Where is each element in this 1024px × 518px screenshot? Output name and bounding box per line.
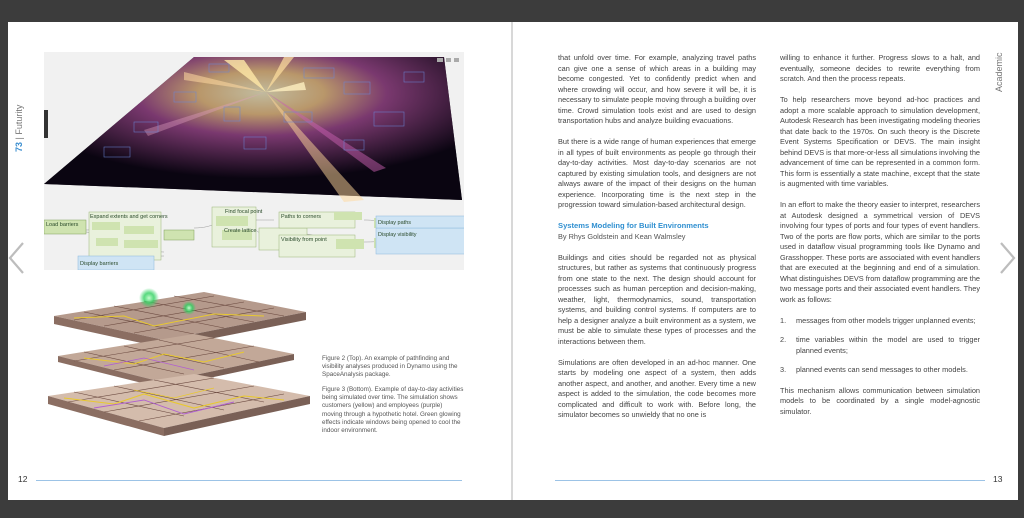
previous-page-button[interactable] [6, 240, 28, 276]
list-text: messages from other models trigger unplanned events; [796, 315, 976, 325]
page-number-left: 12 [18, 474, 28, 484]
byline: By Rhys Goldstein and Kean Walmsley [558, 231, 686, 241]
figure-captions [322, 355, 464, 442]
list-text: planned events can send messages to other models. [796, 365, 968, 374]
right-running-head [994, 52, 1008, 152]
graph-node-label: Find focal point [225, 209, 263, 215]
paragraph: This mechanism allows communication between simulation models to be coordinated by a single model-agnostic simulator. [780, 385, 980, 416]
chevron-right-icon [996, 240, 1018, 276]
list-number: 2. [780, 335, 787, 344]
figure-3-caption: Figure 3 (Bottom). Example of day-to-day activities being simulated over time. The simulation shows customers (yellow) and employees (purple) moving through a hypothetic hotel. Green glowing effects indicate windows being opened to cool the indoor environment. [322, 386, 464, 434]
next-page-button[interactable] [996, 240, 1018, 276]
section-heading: Systems Modeling for Built Environments [558, 221, 709, 230]
graph-node-label: Create lattice [224, 228, 257, 234]
graph-node-label: Paths to corners [281, 214, 322, 220]
left-running-head: 73 | Futurity [14, 104, 24, 152]
footer-rule-right [555, 480, 985, 481]
paragraph: that unfold over time. For example, analyzing travel paths can give one a sense of which areas in a building may become congested. Yet to confidently predict when and where crowding will occur, and how severe it will be, it is necessary to simulate people moving through a building over time. Crowd simulation tools exist and are used to design transportation hubs and analyze building evacuations. [558, 53, 756, 125]
list-item [780, 365, 980, 376]
graph-node-label: Display paths [378, 220, 412, 226]
list-item [780, 316, 980, 327]
paragraph: But there is a wide range of human experiences that emerge in all types of built environments as people go through their day-to-day activities. Most day-to-day scenarios are not captured by existing simulation tools, and designers are not always aware of the impact of their designs on the human experience. Incorporating time is the next step in the progression toward simulation-based architectural design. [558, 137, 756, 209]
graph-node-label: Expand extents and get corners [90, 214, 168, 220]
footer-rule-left [36, 480, 462, 481]
chevron-left-icon [6, 240, 28, 276]
figure-2-illustration [44, 52, 464, 270]
paragraph: Buildings and cities should be regarded not as physical structures, but rather as systems that continuously progress from one state to the next. The design should account for processes such as human perception and decision-making, weather, light, thermodynamics, sound, transportation systems, and building control systems. If computers are to help a designer analyze a built environment as a system, we must be able to simulate these types of processes and the interactions between them. [558, 252, 756, 346]
figure-3-hotel-simulation [44, 286, 314, 454]
page-number-right: 13 [993, 474, 1003, 484]
list-number: 3. [780, 365, 787, 374]
graph-node-label: Visibility from point [281, 237, 327, 243]
graph-node-label: Load barriers [46, 222, 79, 228]
list-text: time variables within the model are used to trigger planned events; [796, 335, 980, 355]
section-name: Academic [994, 52, 1004, 92]
figure-3-illustration [44, 286, 314, 454]
paragraph: To help researchers move beyond ad-hoc practices and adopt a more scalable approach to simulation development, Autodesk Research has been investigating modeling theories that date back to the 1970s. On such theory is the Discrete Event Systems Specification or DEVS. The main insight behind DEVS is that more-or-less all simulations involving the advancement of time can be represented in a common form. This form is essentially a state machine, except that the state is augmented with time variables. [780, 95, 981, 188]
issue-number: 73 [14, 141, 24, 152]
figure-2-dynamo-visibility [44, 52, 464, 270]
list-item [780, 335, 980, 356]
paragraph: willing to enhance it further. Progress slows to a halt, and eventually, someone decides to rewrite everything from scratch. And then the process repeats. [780, 53, 980, 83]
paragraph: In an effort to make the theory easier to interpret, researchers at Autodesk designed a symmetrical version of DEVS involving four types of ports and four types of event handlers. Two of the ports are flow ports, which are similar to the ports used in dataflow visual programming tools like Dynamo and Grasshopper. These ports are associated with event handlers that are executed at the beginning and end of a simulation. What distinguishes DEVS from dataflow programming are the two message ports and their associated event handlers. They work as follows: [780, 200, 981, 304]
text-column-1 [558, 53, 756, 431]
paragraph: Simulations are often developed in an ad-hoc manner. One starts by modeling one aspect of a system, then adds another aspect, and another, and another. Every time a new aspect is added to the simulation, the code becomes more complicated and difficult to work with. Before long, the simulator becomes so unwieldy that no one is [558, 357, 756, 419]
magazine-name: Futurity [14, 104, 24, 135]
text-column-2 [780, 53, 980, 428]
graph-node-label: Display barriers [80, 261, 119, 267]
graph-node-label: Display visibility [378, 232, 417, 238]
numbered-list [780, 316, 980, 376]
figure-2-caption: Figure 2 (Top). An example of pathfinding and visibility analyses produced in Dynamo using the SpaceAnalysis package. [322, 355, 458, 379]
list-number: 1. [780, 315, 787, 325]
